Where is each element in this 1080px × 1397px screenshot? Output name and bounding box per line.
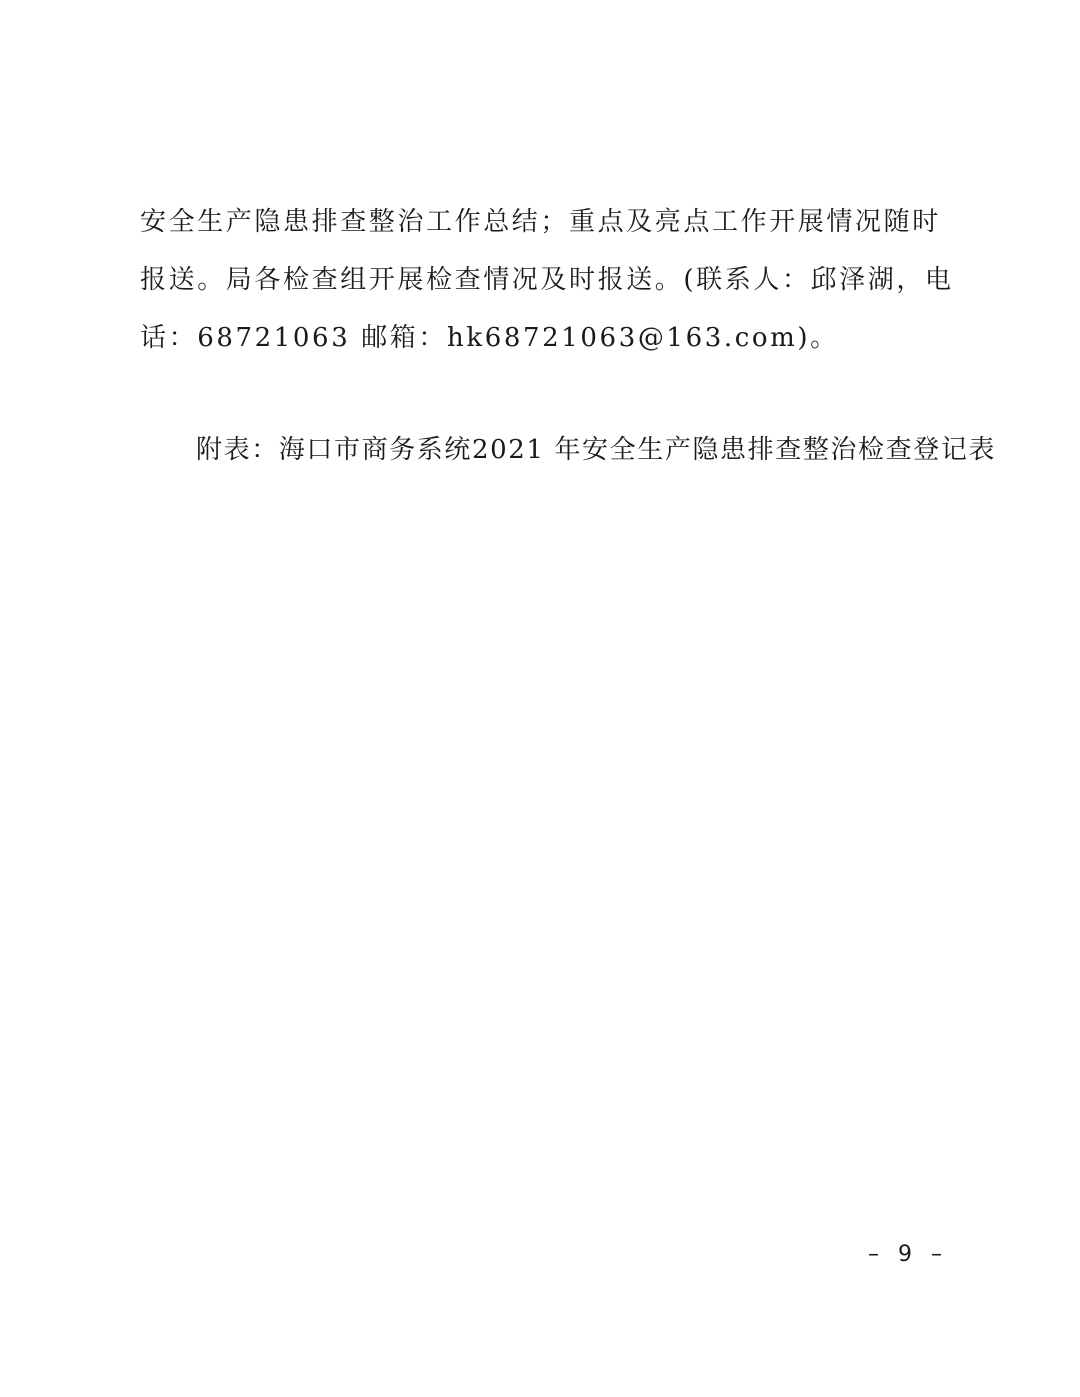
- paragraph-line-3: 话：68721063 邮箱：hk68721063@163.com)。: [140, 323, 839, 353]
- body-paragraph: [140, 193, 954, 367]
- paragraph-line-2: 报送。局各检查组开展检查情况及时报送。(联系人：邱泽湖，电: [140, 265, 954, 295]
- paragraph-line-1: 安全生产隐患排查整治工作总结；重点及亮点工作开展情况随时: [140, 207, 941, 237]
- attachment-line: 附表：海口市商务系统2021 年安全生产隐患排查整治检查登记表: [196, 435, 997, 465]
- page-number: – 9 –: [868, 1242, 948, 1267]
